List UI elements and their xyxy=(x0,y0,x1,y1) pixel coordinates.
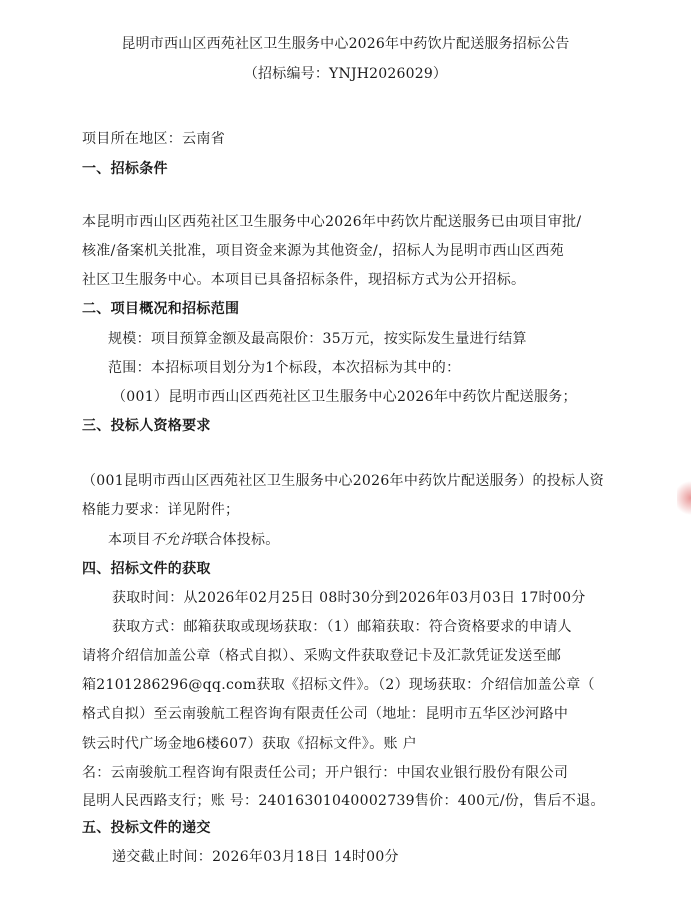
joint-bid-prefix: 本项目 xyxy=(108,532,151,548)
acquisition-time: 获取时间：从2026年02月25日 08时30分到2026年03月03日 17时00分 xyxy=(112,590,586,606)
section-heading-project-overview: 二、项目概况和招标范围 xyxy=(82,301,240,317)
paragraph-line: 铁云时代广场金地6楼607）获取《招标文件》。账 户 xyxy=(82,736,417,752)
page-title: 昆明市西山区西苑社区卫生服务中心2026年中药饮片配送服务招标公告 xyxy=(121,36,570,52)
section-heading-tender-conditions: 一、招标条件 xyxy=(82,161,168,177)
joint-bid-emphasis: 不允许 xyxy=(150,532,194,548)
red-stamp-edge xyxy=(677,478,691,518)
section-heading-document-acquisition: 四、招标文件的获取 xyxy=(82,561,211,577)
project-location: 项目所在地区：云南省 xyxy=(82,131,225,147)
paragraph-line: 名：云南骏航工程咨询有限责任公司；开户银行：中国农业银行股份有限公司 xyxy=(82,765,569,781)
section-heading-qualifications: 三、投标人资格要求 xyxy=(82,418,211,434)
paragraph-line: （001昆明市西山区西苑社区卫生服务中心2026年中药饮片配送服务）的投标人资 xyxy=(82,473,605,489)
paragraph-line: 昆明人民西路支行；账 号：24016301040002739售价：400元/份，售后不退。 xyxy=(82,793,605,809)
tender-number: （招标编号：YNJH2026029） xyxy=(243,66,448,82)
project-scale: 规模：项目预算金额及最高限价：35万元，按实际发生量进行结算 xyxy=(108,331,527,347)
project-scope: 范围：本招标项目划分为1个标段，本次招标为其中的： xyxy=(108,360,461,376)
paragraph-line: 本昆明市西山区西苑社区卫生服务中心2026年中药饮片配送服务已由项目审批/ xyxy=(82,214,582,230)
submission-deadline: 递交截止时间：2026年03月18日 14时00分 xyxy=(112,849,399,865)
paragraph-line: 请将介绍信加盖公章（格式自拟）、采购文件获取登记卡及汇款凭证发送至邮 xyxy=(82,648,562,664)
paragraph-line: 核准/备案机关批准，项目资金来源为其他资金/，招标人为昆明市西山区西苑 xyxy=(82,243,564,259)
section-heading-submission: 五、投标文件的递交 xyxy=(82,820,211,836)
lot-item: （001）昆明市西山区西苑社区卫生服务中心2026年中药饮片配送服务； xyxy=(112,389,577,405)
paragraph-line: 格式自拟）至云南骏航工程咨询有限责任公司（地址：昆明市五华区沙河路中 xyxy=(82,706,569,722)
paragraph-line: 获取方式：邮箱获取或现场获取：（1）邮箱获取：符合资格要求的申请人 xyxy=(112,619,572,635)
joint-bid-suffix: 联合体投标。 xyxy=(193,532,280,548)
paragraph-line: 箱2101286296@qq.com获取《招标文件》。（2）现场获取：介绍信加盖公章（ xyxy=(82,677,595,693)
paragraph-line: 格能力要求：详见附件； xyxy=(82,502,240,518)
joint-bid-note xyxy=(108,529,280,549)
paragraph-line: 社区卫生服务中心。本项目已具备招标条件，现招标方式为公开招标。 xyxy=(82,272,526,288)
